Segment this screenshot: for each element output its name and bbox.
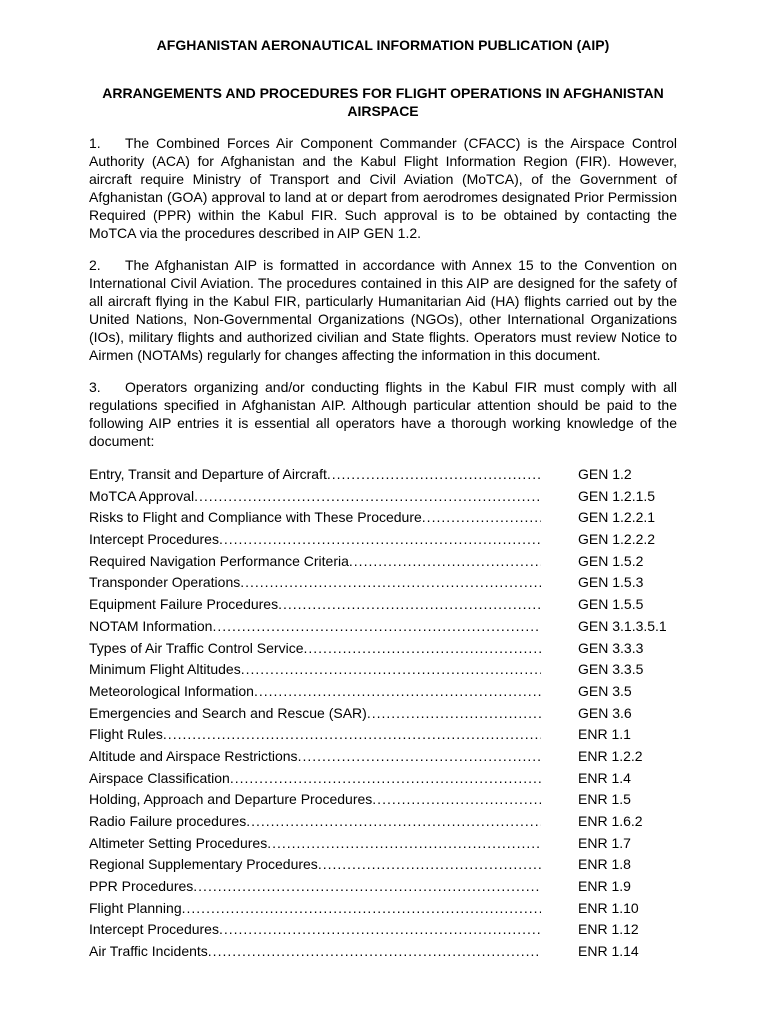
toc-label: Holding, Approach and Departure Procedures (89, 791, 373, 808)
toc-reference: ENR 1.8 (578, 856, 631, 873)
toc-leader-dots (219, 921, 541, 937)
toc-entry (89, 488, 541, 504)
toc-entry (89, 531, 541, 547)
toc-row (89, 488, 677, 510)
toc-label: NOTAM Information (89, 617, 213, 634)
toc-reference: GEN 3.6 (578, 704, 632, 721)
toc-reference: ENR 1.1 (578, 726, 631, 743)
toc-reference: GEN 1.5.3 (578, 574, 644, 591)
toc-row (89, 921, 677, 943)
toc-label: MoTCA Approval (89, 487, 195, 504)
toc-label: Airspace Classification (89, 769, 230, 786)
toc-row (89, 683, 677, 705)
toc-entry (89, 900, 541, 916)
toc-leader-dots (318, 856, 541, 872)
document-subtitle: ARRANGEMENTS AND PROCEDURES FOR FLIGHT OPERATIONS IN AFGHANISTAN AIRSPACE (102, 85, 664, 119)
toc-entry (89, 813, 541, 829)
toc-leader-dots (182, 900, 541, 916)
toc-reference: GEN 1.2 (578, 466, 632, 482)
document-title: AFGHANISTAN AERONAUTICAL INFORMATION PUBLICATION (AIP) (156, 37, 610, 53)
toc-entry (89, 596, 541, 612)
toc-label: Risks to Flight and Compliance with These Procedure (89, 509, 422, 526)
toc-row (89, 770, 677, 792)
document-page (89, 36, 677, 965)
toc-leader-dots (349, 553, 541, 569)
toc-label: Altitude and Airspace Restrictions (89, 747, 298, 764)
toc-row (89, 466, 677, 488)
toc-leader-dots (163, 726, 541, 742)
toc-leader-dots (246, 813, 541, 829)
toc-row (89, 509, 677, 531)
toc-reference: GEN 1.2.2.1 (578, 509, 656, 526)
toc-leader-dots (267, 835, 541, 851)
toc-row (89, 813, 677, 835)
toc-reference: ENR 1.2.2 (578, 747, 643, 764)
toc-leader-dots (241, 661, 541, 677)
toc-leader-dots (193, 878, 541, 894)
toc-reference: GEN 3.5 (578, 682, 632, 699)
paragraph-number: 2. (89, 257, 101, 273)
toc-row (89, 705, 677, 727)
toc-label: Intercept Procedures (89, 921, 219, 938)
toc-reference: ENR 1.9 (578, 878, 631, 895)
toc-row (89, 943, 677, 965)
toc-reference: ENR 1.10 (578, 899, 639, 916)
toc-reference: ENR 1.6.2 (578, 813, 643, 829)
toc-label: PPR Procedures (89, 878, 194, 895)
toc-label: Entry, Transit and Departure of Aircraft (89, 466, 327, 482)
toc-reference: GEN 3.1.3.5.1 (578, 617, 667, 634)
toc-leader-dots (219, 531, 541, 547)
toc-entry (89, 770, 541, 786)
toc-reference: GEN 1.2.2.2 (578, 531, 656, 548)
toc-leader-dots (327, 466, 541, 482)
paragraph-text: The Combined Forces Air Component Commander (CFACC) is the Airspace Control Authority (ACA) for Afghanistan and the Kabul Flight Information Region (FIR). However, aircraft require Ministry of Transport and Civil Aviation (MoTCA), of the Government of Afghanistan (GOA) approval to land at or depart from aerodromes designated Prior Permission Required (PPR) within the Kabul FIR. Such approval is to be obtained by contacting the MoTCA via the procedures described in AIP GEN 1.2. (89, 135, 677, 241)
paragraph-2 (89, 256, 677, 364)
toc-leader-dots (367, 705, 541, 721)
toc-reference: ENR 1.5 (578, 791, 631, 808)
toc-row (89, 618, 677, 640)
toc-label: Intercept Procedures (89, 531, 219, 548)
toc-entry (89, 921, 541, 937)
toc-reference: GEN 1.2.1.5 (578, 487, 656, 504)
toc-row (89, 553, 677, 575)
toc-entry (89, 683, 541, 699)
toc-label: Flight Rules (89, 726, 163, 743)
toc-entry (89, 748, 541, 764)
toc-leader-dots (208, 943, 541, 959)
toc-row (89, 748, 677, 770)
toc-row (89, 661, 677, 683)
toc-row (89, 640, 677, 662)
paragraph-number: 1. (89, 135, 101, 151)
toc-label: Air Traffic Incidents (89, 943, 208, 960)
toc-label: Emergencies and Search and Rescue (SAR) (89, 704, 367, 721)
toc-reference: ENR 1.12 (578, 921, 639, 938)
toc-row (89, 856, 677, 878)
toc-label: Radio Failure procedures (89, 813, 247, 829)
toc-entry (89, 943, 541, 959)
toc-leader-dots (298, 748, 541, 764)
toc-leader-dots (212, 618, 541, 634)
toc-entry (89, 618, 541, 634)
toc-leader-dots (230, 770, 541, 786)
toc-reference: GEN 1.5.2 (578, 552, 644, 569)
toc-row (89, 835, 677, 857)
paragraph-text: Operators organizing and/or conducting flights in the Kabul FIR must comply with all regulations specified in Afghanistan AIP. Although particular attention should be paid to the following AIP entries it is essential all operators have a thorough working knowledge of the document: (89, 379, 677, 449)
toc-reference: ENR 1.7 (578, 834, 631, 851)
toc-row (89, 574, 677, 596)
toc-reference: ENR 1.14 (578, 943, 639, 960)
toc-leader-dots (372, 791, 541, 807)
toc-label: Types of Air Traffic Control Service (89, 639, 304, 656)
toc-entry (89, 466, 541, 482)
toc-reference: GEN 3.3.3 (578, 639, 644, 656)
toc-reference: GEN 1.5.5 (578, 596, 644, 613)
toc-row (89, 878, 677, 900)
toc-row (89, 726, 677, 748)
toc-label: Equipment Failure Procedures (89, 596, 279, 613)
toc-entry (89, 878, 541, 894)
toc-label: Regional Supplementary Procedures (89, 856, 318, 873)
toc-entry (89, 640, 541, 656)
toc-reference: ENR 1.4 (578, 769, 631, 786)
toc-entry (89, 509, 541, 525)
toc-row (89, 900, 677, 922)
toc-leader-dots (240, 574, 541, 590)
toc-row (89, 531, 677, 553)
toc-label: Transponder Operations (89, 574, 241, 591)
toc-leader-dots (422, 509, 541, 525)
toc-entry (89, 574, 541, 590)
toc-entry (89, 705, 541, 721)
toc-label: Flight Planning (89, 899, 182, 916)
toc-leader-dots (278, 596, 541, 612)
toc-entry (89, 791, 541, 807)
paragraph-text: The Afghanistan AIP is formatted in accordance with Annex 15 to the Convention on International Civil Aviation. The procedures contained in this AIP are designed for the safety of all aircraft flying in the Kabul FIR, particularly Humanitarian Aid (HA) flights carried out by the United Nations, Non-Governmental Organizations (NGOs), other International Organizations (IOs), military flights and authorized civilian and State flights. Operators must review Notice to Airmen (NOTAMs) regularly for changes affecting the information in this document. (89, 257, 677, 363)
toc-reference: GEN 3.3.5 (578, 661, 644, 678)
toc-leader-dots (254, 683, 541, 699)
toc-leader-dots (304, 640, 542, 656)
paragraph-number: 3. (89, 379, 101, 395)
toc-leader-dots (194, 488, 541, 504)
aip-reference-list (89, 466, 677, 965)
toc-entry (89, 661, 541, 677)
toc-label: Altimeter Setting Procedures (89, 834, 268, 851)
toc-entry (89, 553, 541, 569)
toc-row (89, 596, 677, 618)
toc-label: Required Navigation Performance Criteria (89, 552, 349, 569)
toc-entry (89, 856, 541, 872)
toc-entry (89, 835, 541, 851)
paragraph-3 (89, 378, 677, 450)
toc-entry (89, 726, 541, 742)
paragraph-1 (89, 134, 677, 242)
toc-label: Minimum Flight Altitudes (89, 661, 241, 678)
toc-row (89, 791, 677, 813)
toc-label: Meteorological Information (89, 682, 254, 699)
